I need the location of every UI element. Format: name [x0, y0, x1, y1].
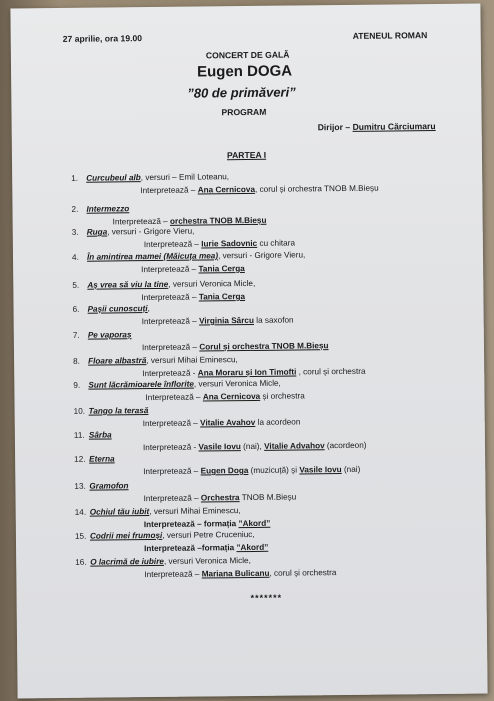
- item-credits: , versuri Veronica Micle,: [163, 555, 251, 566]
- performer-prefix: Interpretează –: [145, 392, 203, 403]
- item-performer-line: [145, 391, 304, 402]
- item-number: 5.: [72, 280, 80, 290]
- item-performer-line: [140, 184, 378, 195]
- item-credits: , versuri Petre Cruceniuc,: [162, 529, 255, 540]
- item-number: 10.: [73, 406, 86, 416]
- item-title: În amintirea mamei (Măicuța mea): [86, 251, 219, 262]
- performer-name: Ana Cernicova: [202, 391, 261, 402]
- performer-prefix: Interpretează –: [141, 342, 200, 353]
- performer-rest: și orchestra: [260, 391, 305, 401]
- performer-name: Orchestra: [200, 493, 240, 503]
- item-number: 16.: [75, 557, 87, 567]
- program-item: [72, 250, 305, 261]
- performer-name: Mariana Bulicanu: [201, 568, 270, 579]
- performer-rest-2: (nai): [341, 464, 361, 475]
- performer-prefix: Interpretează –: [141, 316, 200, 327]
- performer-name: Corul și orchestra TNOB M.Bieșu: [199, 341, 329, 352]
- item-title: Pe vaporaș: [87, 330, 132, 340]
- item-number: 14.: [74, 507, 87, 517]
- item-performer-line: [143, 493, 296, 504]
- performer-rest: TNOB M.Bieșu: [239, 492, 297, 503]
- performer-name: Virginia Sârcu: [198, 315, 255, 326]
- footer-stars: *******: [250, 592, 283, 603]
- item-credits: ,: [147, 304, 150, 314]
- performer-rest: la acordeon: [255, 417, 301, 427]
- program-item: [72, 227, 195, 237]
- program-item: [73, 304, 150, 314]
- concert-label: CONCERT DE GALĂ: [205, 49, 290, 61]
- item-number: 15.: [74, 531, 87, 541]
- performer-name: Vitalie Avahov: [200, 417, 256, 428]
- item-number: 9.: [73, 380, 81, 390]
- performer-rest: , corul și orchestra: [269, 568, 337, 578]
- item-title: O lacrimă de iubire: [90, 556, 164, 567]
- performer-prefix: Interpretează -: [142, 442, 199, 453]
- performer-rest: , corul și orchestra TNOB M.Bieșu: [254, 183, 379, 194]
- item-performer-line: [142, 341, 329, 352]
- performer-prefix: Interpretează –: [143, 239, 202, 250]
- item-credits: , versuri - Grigore Vieru,: [107, 226, 195, 237]
- item-performer-line: [113, 216, 267, 227]
- item-title: Ruga: [86, 227, 108, 237]
- performer-rest: , corul și orchestra: [296, 366, 366, 377]
- performer-prefix: Interpretează -: [142, 368, 198, 379]
- program-item: [75, 530, 255, 541]
- item-number: 3.: [71, 227, 79, 237]
- program-item: [73, 355, 238, 366]
- program-item: [71, 204, 129, 214]
- program-sheet: [10, 4, 487, 699]
- performer-name: ”Akord”: [236, 542, 269, 553]
- performer-prefix: Interpretează –: [112, 216, 171, 227]
- performer-name-2: Vitalie Advahov: [264, 441, 325, 451]
- program-item: [75, 556, 251, 567]
- program-item: [73, 379, 281, 390]
- item-number: 6.: [72, 304, 80, 314]
- item-title: Tango la terasă: [88, 406, 149, 416]
- item-title: Sârba: [88, 430, 112, 440]
- item-performer-line: [142, 316, 294, 327]
- performer-name: Iurie Sadovnic: [201, 238, 258, 249]
- performer-name: Tania Cerga: [198, 292, 246, 302]
- performer-prefix: Interpretează –: [141, 292, 199, 303]
- conductor-line: [318, 121, 436, 132]
- performer-name: orchestra TNOB M.Bieșu: [169, 215, 267, 226]
- item-title: Ochiul tău iubit: [89, 507, 150, 517]
- item-performer-line: [141, 264, 245, 274]
- item-performer-line: [143, 465, 360, 476]
- performer-name: Ana Moraru și Ion Timofti: [197, 367, 297, 378]
- performer-name: Tania Cerga: [198, 264, 245, 274]
- item-credits: , versuri Veronica Micle,: [193, 378, 281, 389]
- performer-prefix: Interpretează –: [144, 569, 202, 580]
- item-credits: , versuri - Grigore Vieru,: [218, 250, 306, 261]
- program-item: [75, 506, 241, 517]
- item-performer-line: [143, 441, 367, 452]
- item-number: 8.: [73, 356, 80, 366]
- item-performer-line: [144, 239, 295, 250]
- conductor-name: Dumitru Cărciumaru: [352, 121, 436, 132]
- item-performer-line: [144, 519, 271, 529]
- item-number: 4.: [71, 252, 79, 262]
- item-performer-line: [144, 568, 336, 579]
- program-item: [74, 454, 115, 463]
- item-performer-line: [143, 417, 301, 428]
- item-number: 13.: [74, 481, 86, 491]
- conductor-prefix: Dirijor –: [317, 121, 353, 133]
- performer-name: ”Akord”: [238, 518, 271, 529]
- performer-name: Vasile Iovu: [198, 442, 241, 452]
- item-performer-line: [142, 367, 365, 378]
- item-credits: , versuri – Emil Loteanu,: [140, 172, 230, 183]
- performer-rest: (muzicuță) și: [248, 465, 300, 476]
- performer-prefix: Interpretează –: [141, 264, 199, 275]
- item-title: Floare albastră: [88, 356, 147, 366]
- performer-prefix: Interpretează –: [143, 466, 201, 477]
- item-credits: , versuri Mihai Eminescu,: [146, 355, 238, 366]
- performer-name: Eugen Doga: [200, 466, 249, 476]
- performer-name: Ana Cernicova: [197, 184, 256, 195]
- concert-subtitle: ”80 de primăveri”: [187, 84, 296, 101]
- part-title: PARTEA I: [226, 149, 267, 161]
- item-credits: , versuri Mihai Eminescu,: [149, 506, 241, 517]
- item-number: 12.: [74, 454, 86, 464]
- item-performer-line: [144, 543, 268, 553]
- program-label: PROGRAM: [221, 106, 267, 118]
- composer-name: Eugen DOGA: [196, 62, 293, 81]
- performer-prefix: Interpretează –: [143, 493, 201, 504]
- performer-rest: cu chitara: [257, 238, 296, 248]
- item-credits: , versuri Veronica Micle,: [168, 278, 256, 289]
- performer-prefix: Interpretează –formația: [144, 543, 237, 554]
- item-performer-line: [141, 292, 245, 302]
- venue: ATENEUL ROMAN: [352, 30, 428, 41]
- performer-rest-2: (acordeon): [324, 440, 367, 451]
- item-number: 11.: [73, 430, 85, 440]
- performer-name-2: Vasile Iovu: [299, 465, 342, 475]
- program-item: [74, 406, 149, 416]
- performer-prefix: Interpretează – formația: [143, 519, 239, 530]
- program-item: [72, 279, 255, 290]
- program-item: [74, 481, 128, 491]
- item-title: Aș vrea să viu la tine: [87, 279, 169, 290]
- item-title: Intermezzo: [86, 204, 130, 214]
- item-number: 7.: [72, 330, 80, 340]
- item-number: 2.: [71, 204, 79, 214]
- item-title: Codrii mei frumoși: [89, 530, 163, 541]
- item-title: Sunt lăcrămioarele înflorite: [88, 379, 194, 390]
- program-item: [73, 330, 132, 340]
- item-title: Eterna: [89, 454, 115, 464]
- item-title: Curcubeul alb: [86, 173, 141, 183]
- item-number: 1.: [71, 173, 79, 183]
- performer-rest: la saxofon: [253, 315, 294, 325]
- performer-prefix: Interpretează –: [140, 185, 198, 196]
- item-title: Gramofon: [89, 481, 129, 491]
- item-title: Pașii cunoscuți: [87, 304, 148, 314]
- program-item: [71, 172, 229, 183]
- performer-prefix: Interpretează –: [142, 418, 201, 429]
- date-time: 27 aprilie, ora 19.00: [62, 33, 143, 44]
- program-item: [74, 430, 112, 439]
- performer-rest: (nai),: [240, 441, 265, 452]
